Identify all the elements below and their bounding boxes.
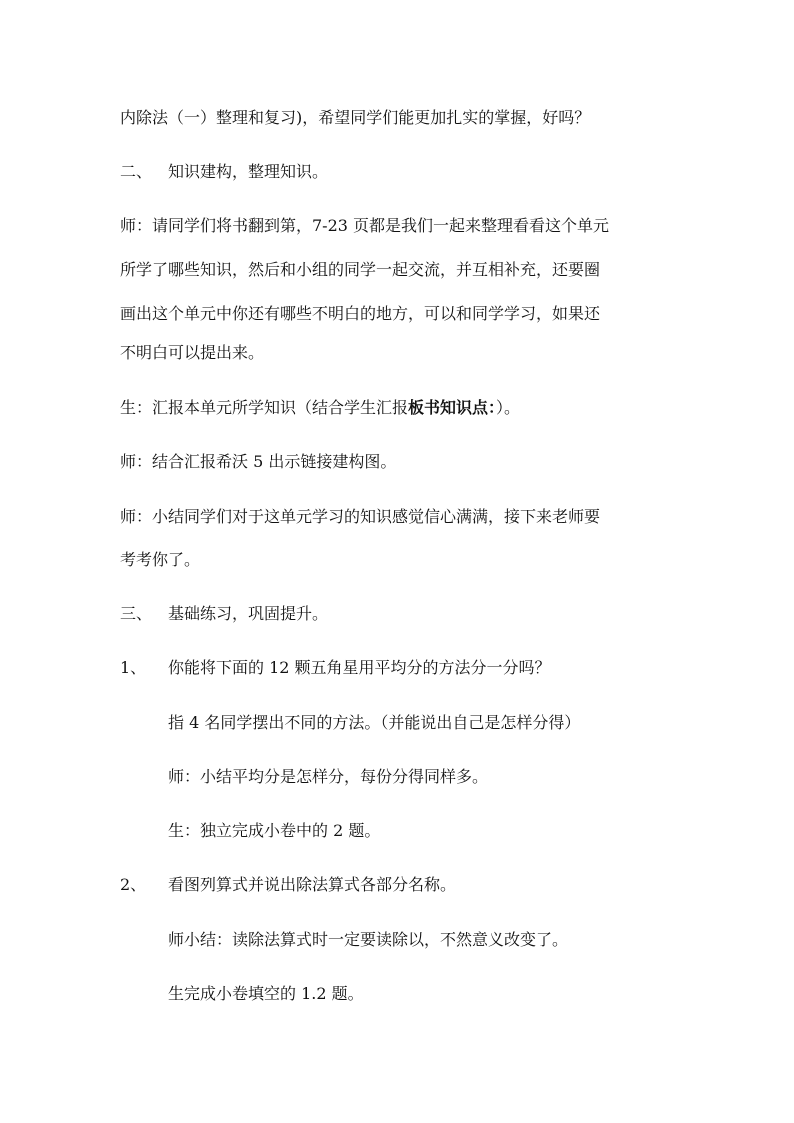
- item-2-sub-2: 生完成小卷填空的 1.2 题。: [168, 984, 364, 1003]
- paragraph-teacher-1-line-1: 师：请同学们将书翻到第，7-23 页都是我们一起来整理看看这个单元: [120, 216, 610, 235]
- paragraph-teacher-3-line-2: 考考你了。: [120, 550, 201, 569]
- section-2-number: 二、: [120, 162, 153, 181]
- section-2-heading: 知识建构，整理知识。: [168, 162, 329, 181]
- student-report-end: ）。: [496, 398, 521, 417]
- item-1-sub-3: 生：独立完成小卷中的 2 题。: [168, 821, 381, 840]
- student-report-text: 生：汇报本单元所学知识（结合学生汇报: [120, 398, 409, 417]
- paragraph-student-report: [120, 400, 520, 416]
- student-report-bold: 板书知识点：: [408, 398, 497, 417]
- section-3-heading: 基础练习，巩固提升。: [168, 604, 329, 623]
- paragraph-intro: 内除法（一）整理和复习)，希望同学们能更加扎实的掌握，好吗？: [120, 108, 591, 127]
- item-1-number: 1、: [120, 658, 147, 677]
- paragraph-teacher-2: 师：结合汇报希沃 5 出示链接建构图。: [120, 452, 397, 471]
- item-2-number: 2、: [120, 875, 147, 894]
- item-2-sub-1: 师小结：读除法算式时一定要读除以，不然意义改变了。: [168, 930, 569, 949]
- paragraph-teacher-1-line-4: 不明白可以提出来。: [120, 343, 265, 362]
- item-1-sub-1: 指 4 名同学摆出不同的方法。（并能说出自己是怎样分得）: [168, 713, 581, 732]
- item-2-text: 看图列算式并说出除法算式各部分名称。: [168, 875, 457, 894]
- paragraph-teacher-1-line-3: 画出这个单元中你还有哪些不明白的地方，可以和同学学习，如果还: [120, 304, 601, 323]
- item-1-sub-2: 师：小结平均分是怎样分，每份分得同样多。: [168, 767, 489, 786]
- paragraph-teacher-1-line-2: 所学了哪些知识，然后和小组的同学一起交流，并互相补充，还要圈: [120, 260, 601, 279]
- item-1-text: 你能将下面的 12 颗五角星用平均分的方法分一分吗？: [168, 658, 551, 677]
- paragraph-teacher-3-line-1: 师：小结同学们对于这单元学习的知识感觉信心满满，接下来老师要: [120, 507, 601, 526]
- section-3-number: 三、: [120, 604, 153, 623]
